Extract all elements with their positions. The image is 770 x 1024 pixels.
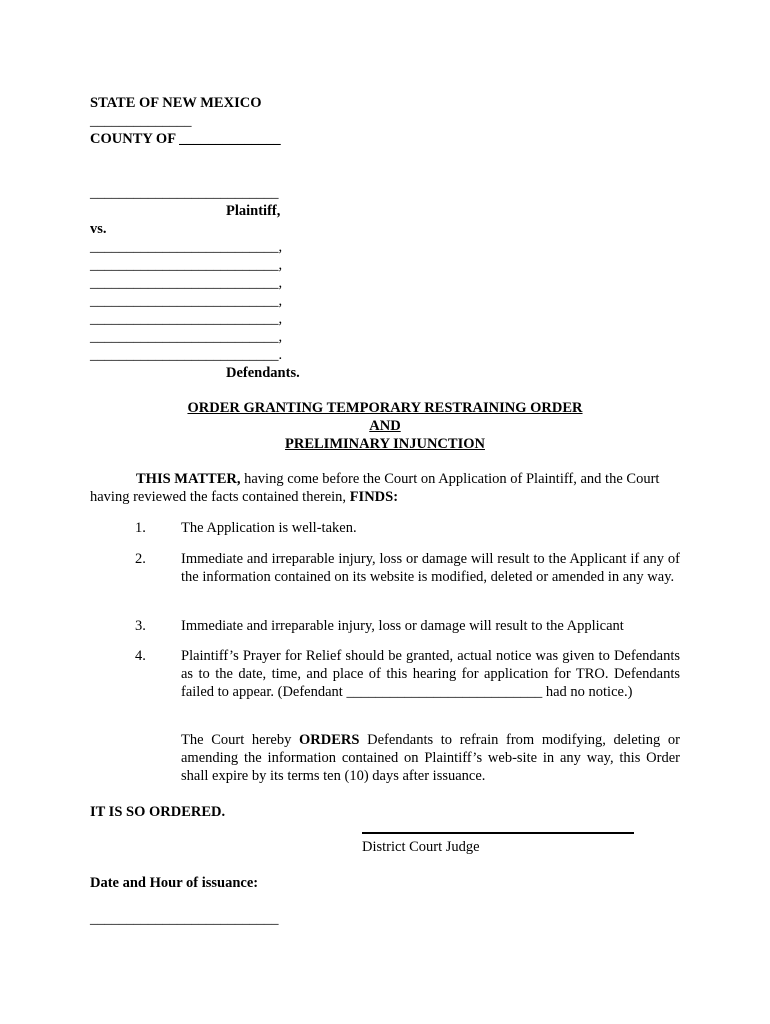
intro-text: having come before the Court on Application of Plaintiff, and the Court having reviewed the facts contained therein, xyxy=(90,471,660,505)
judge-label: District Court Judge xyxy=(362,839,480,855)
versus-label: vs. xyxy=(90,221,107,237)
so-ordered-label: IT IS SO ORDERED. xyxy=(90,804,226,820)
judge-signature-line xyxy=(362,832,634,834)
finding-text: The Application is well-taken. xyxy=(181,520,357,536)
document-title-line2: AND xyxy=(369,418,401,434)
defendants-label: Defendants. xyxy=(226,365,300,381)
date-issuance-label: Date and Hour of issuance: xyxy=(90,875,259,891)
intro-lead: THIS MATTER, xyxy=(136,471,241,487)
finding-text: Plaintiff’s Prayer for Relief should be granted, actual notice was given to Defendants as to the date, time, and place of this hearing for application for TRO. Defendants failed to appear. (Defendant ___________________________ had no notice.) xyxy=(181,648,680,700)
defendant-blank-line: __________________________, xyxy=(90,329,283,345)
defendant-blank-line: __________________________, xyxy=(90,311,283,327)
finding-number: 4. xyxy=(135,648,146,664)
finding-text: Immediate and irreparable injury, loss or damage will result to the Applicant xyxy=(181,618,624,634)
state-blank-line: ______________ xyxy=(90,113,192,129)
finding-number: 2. xyxy=(135,551,146,567)
defendant-blank-line: __________________________, xyxy=(90,275,283,291)
plaintiff-label: Plaintiff, xyxy=(226,203,281,219)
state-heading: STATE OF NEW MEXICO xyxy=(90,95,262,111)
finding-number: 1. xyxy=(135,520,146,536)
plaintiff-blank-line: __________________________ xyxy=(90,185,279,201)
date-blank-line: __________________________ xyxy=(90,911,279,927)
finding-text: Immediate and irreparable injury, loss or damage will result to the Applicant if any of the information contained on its website is modified, deleted or amended in any way. xyxy=(181,551,680,585)
orders-label: ORDERS xyxy=(299,732,360,748)
order-paragraph xyxy=(181,731,680,785)
order-pre: The Court hereby xyxy=(181,732,299,748)
document-title-line1: ORDER GRANTING TEMPORARY RESTRAINING ORDER xyxy=(187,400,583,416)
defendant-blank-line: __________________________, xyxy=(90,257,283,273)
defendant-blank-line: __________________________, xyxy=(90,239,283,255)
order-post: Defendants to refrain from modifying, deleting or amending the information contained on Plaintiff’s web-site in any way, this Order shall expire by its terms ten (10) days after issuance. xyxy=(181,732,680,784)
document-title-line3: PRELIMINARY INJUNCTION xyxy=(285,436,485,452)
defendant-blank-line: __________________________, xyxy=(90,293,283,309)
defendant-blank-line: __________________________. xyxy=(90,347,283,363)
county-heading: COUNTY OF ______________ xyxy=(90,131,281,147)
intro-paragraph xyxy=(90,470,680,506)
finding-number: 3. xyxy=(135,618,146,634)
finds-label: FINDS: xyxy=(349,489,399,505)
